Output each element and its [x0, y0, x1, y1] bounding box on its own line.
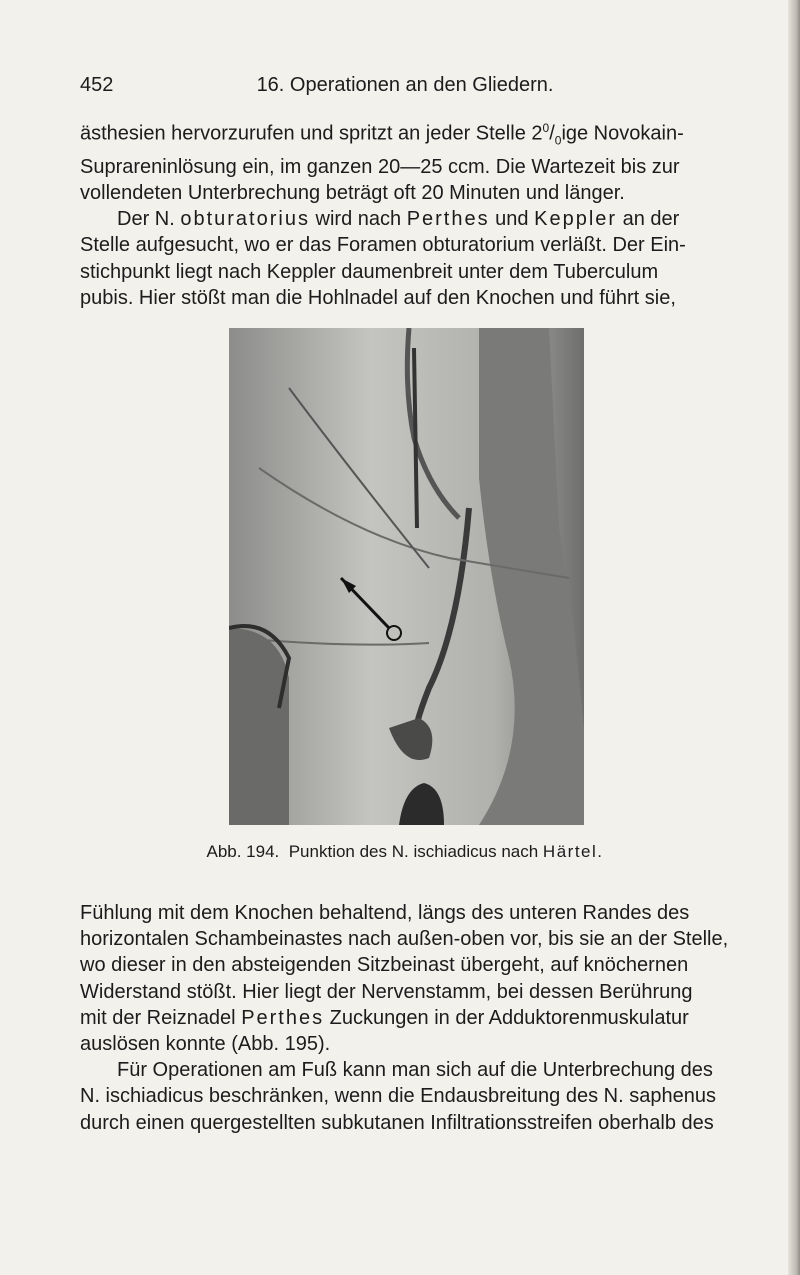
paragraph-line: Der N. obturatorius wird nach Perthes und Keppler an der [117, 208, 680, 231]
paragraph-line: pubis. Hier stößt man die Hohlnadel auf den Knochen und führt sie, [80, 286, 676, 309]
author-spaced: Perthes [241, 1006, 325, 1029]
paragraph-line: vollendeten Unterbrechung beträgt oft 20 Minuten und länger. [80, 182, 625, 205]
page-edge-shadow [788, 0, 800, 1275]
term-spaced: obturatorius [180, 208, 310, 231]
paragraph-line: Für Operationen am Fuß kann man sich auf die Unterbrechung des [117, 1059, 713, 1082]
text-block-bottom [80, 900, 730, 1136]
paragraph-line: N. ischiadicus beschränken, wenn die Endausbreitung des N. saphenus [80, 1085, 716, 1108]
paragraph-line: Suprareninlösung ein, im ganzen 20—25 ccm. Die Wartezeit bis zur [80, 155, 680, 178]
caption-label: Abb. 194. [206, 842, 280, 861]
paragraph-line: Widerstand stößt. Hier liegt der Nervenstamm, bei dessen Berührung [80, 980, 693, 1003]
paragraph-line: horizontalen Schambeinastes nach außen-oben vor, bis sie an der Stelle, [80, 928, 729, 951]
author-spaced: Keppler [534, 208, 618, 231]
paragraph-line: mit der Reiznadel Perthes Zuckungen in der Adduktorenmuskulatur [80, 1006, 689, 1029]
paragraph-line: ästhesien hervorzurufen und spritzt an jeder Stelle $2^0/_0ige$ Novokain- [80, 121, 684, 148]
author-spaced: Perthes [406, 208, 490, 231]
paragraph-line: auslösen konnte (Abb. 195). [80, 1033, 331, 1056]
caption-author: Härtel. [542, 842, 604, 861]
anatomical-figure [229, 328, 584, 825]
caption-text: Punktion des N. ischiadicus nach [288, 842, 543, 861]
paragraph-line: wo dieser in den absteigenden Sitzbeinast übergeht, auf knöchernen [80, 954, 689, 977]
running-head: 16. Operationen an den Gliedern. [256, 74, 554, 96]
percent-sub: 0 [554, 133, 562, 148]
page-header [80, 74, 730, 104]
paragraph-line: Fühlung mit dem Knochen behaltend, längs des unteren Randes des [80, 902, 690, 924]
figure-caption [80, 842, 730, 862]
page-number: 452 [80, 74, 114, 96]
paragraph-line: durch einen quergestellten subkutanen Infiltrationsstreifen oberhalb des [80, 1111, 714, 1134]
paragraph-line: stichpunkt liegt nach Keppler daumenbreit unter dem Tuberculum [80, 260, 659, 283]
text-block-top [80, 115, 730, 311]
percent-sup: 0 [542, 121, 550, 135]
paragraph-line: Stelle aufgesucht, wo er das Foramen obturatorium verläßt. Der Ein- [80, 234, 686, 257]
